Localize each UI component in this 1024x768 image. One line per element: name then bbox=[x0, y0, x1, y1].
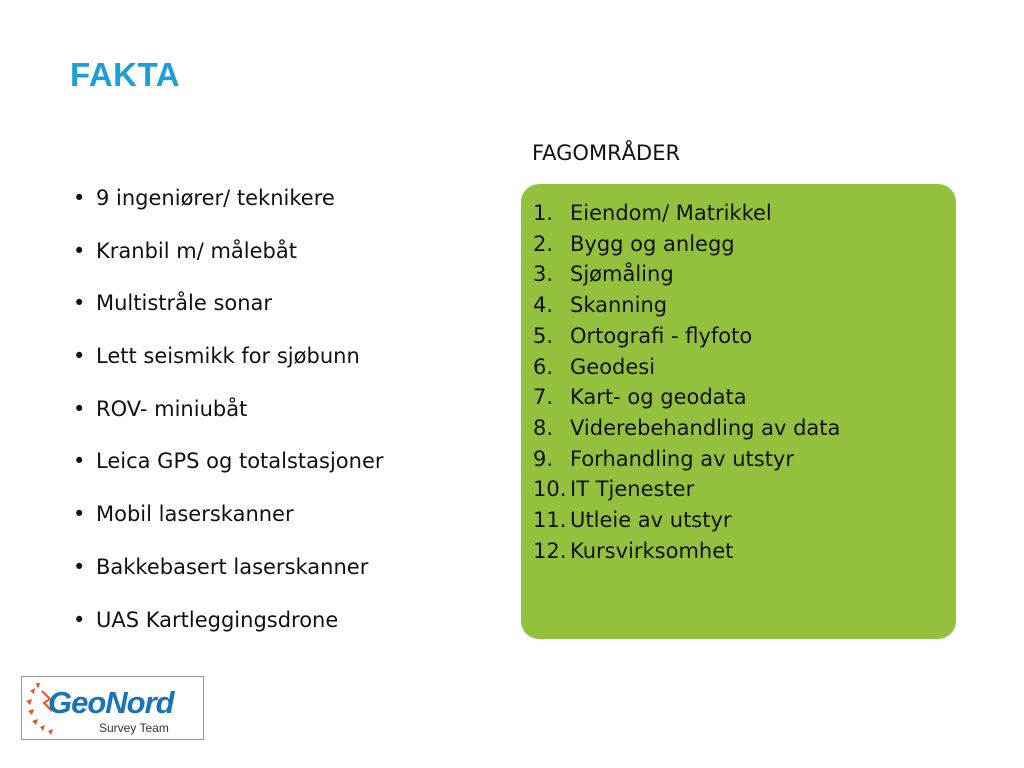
list-item bbox=[533, 290, 840, 321]
bullet-glyph: • bbox=[73, 238, 86, 263]
list-item bbox=[533, 413, 840, 444]
logo-wordmark: GeoNord bbox=[48, 685, 174, 720]
bullet-glyph: • bbox=[73, 502, 86, 527]
fact-text: ROV- miniubåt bbox=[96, 396, 248, 421]
fact-text: Leica GPS og totalstasjoner bbox=[96, 449, 384, 474]
list-item bbox=[533, 198, 840, 229]
list-item bbox=[73, 235, 384, 288]
bullet-glyph: • bbox=[73, 554, 86, 579]
company-logo bbox=[21, 676, 204, 740]
list-item bbox=[73, 551, 384, 604]
item-label: Forhandling av utstyr bbox=[570, 446, 794, 471]
item-number: 11. bbox=[533, 508, 567, 533]
bullet-glyph: • bbox=[73, 396, 86, 421]
bullet-glyph: • bbox=[73, 291, 86, 316]
fact-text: Kranbil m/ målebåt bbox=[96, 238, 297, 263]
list-item bbox=[533, 382, 840, 413]
list-item bbox=[533, 505, 840, 536]
item-number: 5. bbox=[533, 323, 554, 348]
item-label: Ortografi - flyfoto bbox=[570, 323, 753, 348]
fact-text: 9 ingeniører/ teknikere bbox=[96, 186, 335, 210]
item-label: Bygg og anlegg bbox=[570, 231, 735, 256]
list-item bbox=[73, 445, 384, 498]
fact-text: Mobil laserskanner bbox=[96, 502, 294, 527]
list-item bbox=[533, 536, 840, 567]
item-label: Utleie av utstyr bbox=[570, 508, 732, 533]
item-label: Viderebehandling av data bbox=[570, 415, 841, 440]
item-number: 7. bbox=[533, 385, 554, 410]
list-item bbox=[533, 321, 840, 352]
bullet-glyph: • bbox=[73, 607, 86, 632]
logo-tagline: Survey Team bbox=[99, 721, 169, 735]
list-item bbox=[533, 259, 840, 290]
fact-text: Bakkebasert laserskanner bbox=[96, 554, 369, 579]
fact-text: UAS Kartleggingsdrone bbox=[96, 607, 339, 632]
list-item bbox=[533, 352, 840, 383]
item-number: 8. bbox=[533, 415, 554, 440]
item-label: Kart- og geodata bbox=[570, 385, 747, 410]
item-number: 6. bbox=[533, 354, 554, 379]
item-label: Skanning bbox=[570, 293, 668, 318]
item-label: Kursvirksomhet bbox=[570, 538, 734, 563]
list-item bbox=[73, 182, 384, 235]
item-label: Eiendom/ Matrikkel bbox=[570, 201, 772, 225]
item-label: Sjømåling bbox=[570, 262, 674, 287]
item-number: 9. bbox=[533, 446, 554, 471]
fagomrader-heading: FAGOMRÅDER bbox=[532, 141, 681, 165]
item-number: 10. bbox=[533, 477, 567, 502]
item-number: 2. bbox=[533, 231, 554, 256]
list-item bbox=[73, 604, 384, 657]
list-item bbox=[73, 340, 384, 393]
list-item bbox=[533, 474, 840, 505]
item-label: Geodesi bbox=[570, 354, 656, 379]
item-number: 1. bbox=[533, 201, 554, 225]
bullet-glyph: • bbox=[73, 344, 86, 369]
item-number: 4. bbox=[533, 293, 554, 318]
fact-text: Lett seismikk for sjøbunn bbox=[96, 344, 360, 369]
list-item bbox=[73, 498, 384, 551]
fagomrader-list bbox=[533, 198, 840, 566]
list-item bbox=[73, 393, 384, 446]
list-item bbox=[533, 444, 840, 475]
list-item bbox=[533, 229, 840, 260]
item-label: IT Tjenester bbox=[570, 477, 695, 502]
facts-list bbox=[73, 182, 384, 656]
slide-title: FAKTA bbox=[70, 56, 181, 93]
bullet-glyph: • bbox=[73, 449, 86, 474]
item-number: 3. bbox=[533, 262, 554, 287]
item-number: 12. bbox=[533, 538, 567, 563]
bullet-glyph: • bbox=[73, 186, 86, 210]
fact-text: Multistråle sonar bbox=[96, 291, 273, 316]
list-item bbox=[73, 287, 384, 340]
